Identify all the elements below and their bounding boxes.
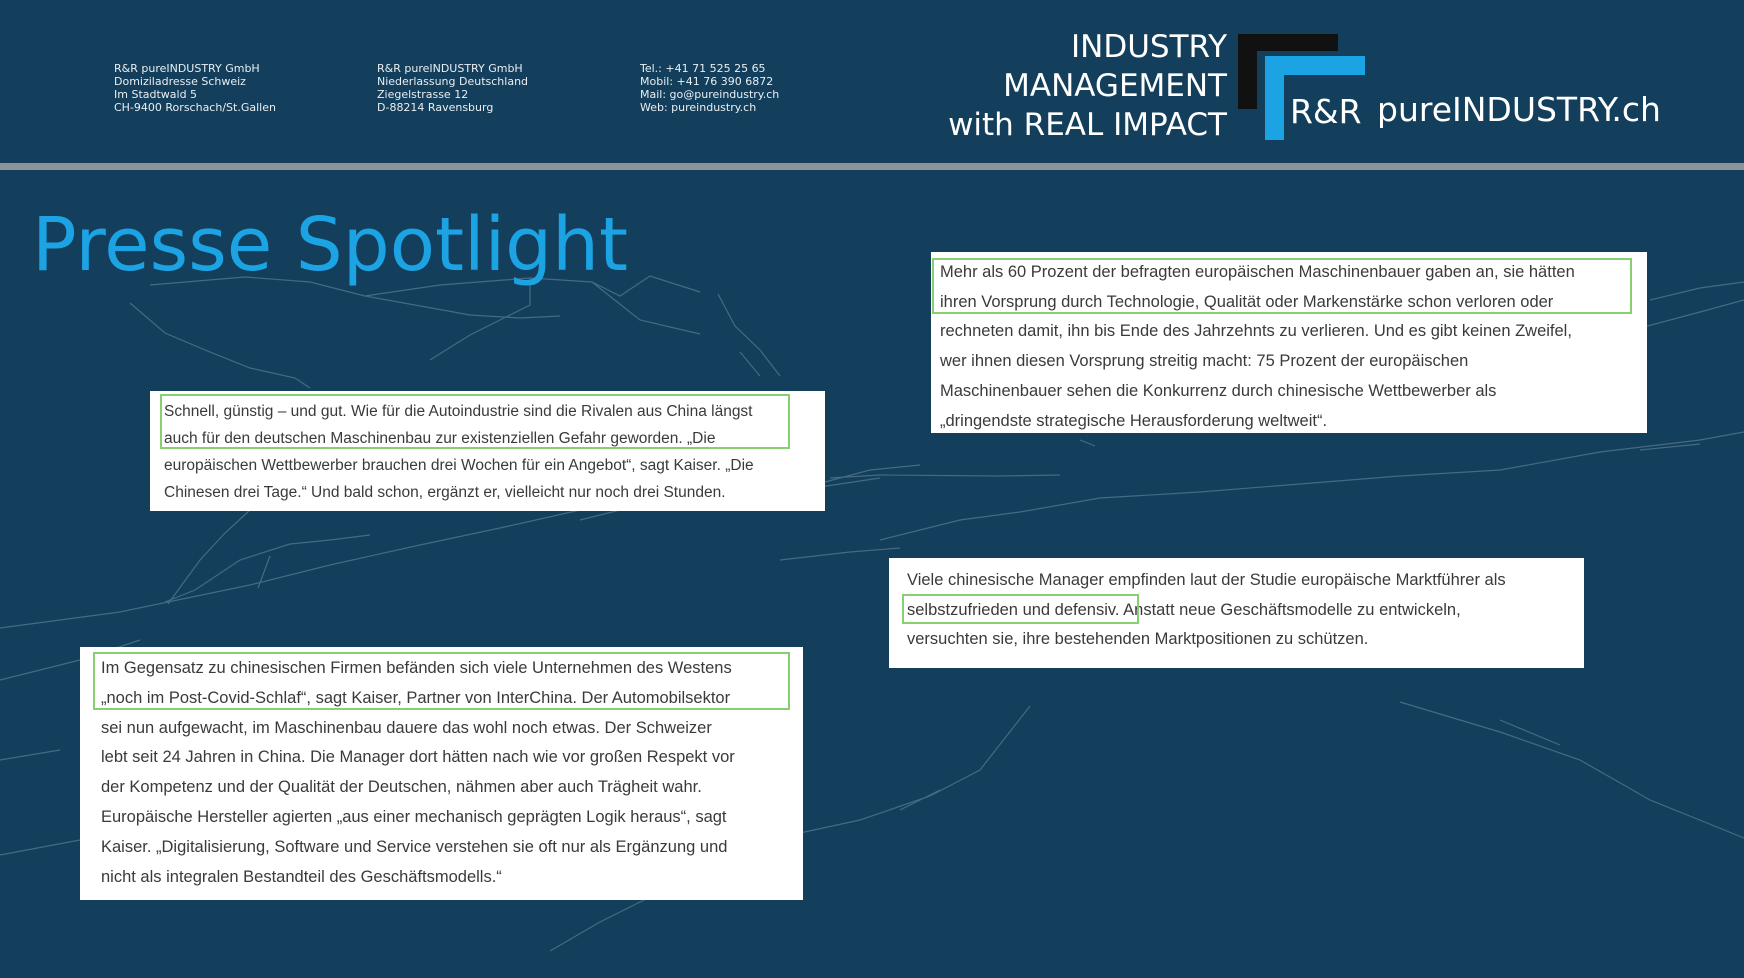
address-block-germany: [377, 62, 528, 114]
highlight-box: [160, 394, 790, 449]
quote-line: der Kompetenz und der Qualität der Deutschen, nähmen aber auch Trägheit wahr.: [101, 778, 702, 797]
rr-logo: [1238, 34, 1365, 140]
quote-line: „dringendste strategische Herausforderung weltweit“.: [940, 411, 1328, 430]
quote-line: Schnell, günstig – und gut. Wie für die Autoindustrie sind die Rivalen aus China längst: [164, 403, 753, 420]
contact-mail: Mail: go@pureindustry.ch: [640, 88, 780, 101]
quote-line: Im Gegensatz zu chinesischen Firmen befänden sich viele Unternehmen des Westens: [101, 659, 732, 677]
press-quote-card: [889, 558, 1584, 668]
quote-line: Maschinenbauer sehen die Konkurrenz durch chinesische Wettbewerber als: [940, 381, 1497, 400]
contact-mobile: Mobil: +41 76 390 6872: [640, 75, 774, 88]
quote-line: Chinesen drei Tage.“ Und bald schon, ergänzt er, vielleicht nur noch drei Stunden.: [164, 484, 726, 501]
quote-line: versuchten sie, ihre bestehenden Marktpositionen zu schützen.: [907, 630, 1369, 649]
address-line: CH-9400 Rorschach/St.Gallen: [114, 101, 276, 114]
tagline-line: MANAGEMENT: [1003, 68, 1227, 104]
contact-block: [640, 62, 779, 114]
quote-line: wer ihnen diesen Vorsprung streitig macht: 75 Prozent der europäischen: [940, 352, 1469, 371]
address-line: Niederlassung Deutschland: [377, 75, 529, 88]
quote-line: Kaiser. „Digitalisierung, Software und Service verstehen sie oft nur als Ergänzung und: [101, 837, 728, 856]
press-quote-card: [150, 391, 825, 511]
quote-line: selbstzufrieden und defensiv. Anstatt neue Geschäftsmodelle zu entwickeln,: [907, 600, 1461, 619]
press-quote-card: [80, 647, 803, 900]
address-line: Ziegelstrasse 12: [377, 88, 469, 101]
quote-line: europäischen Wettbewerber brauchen drei Wochen für ein Angebot“, sagt Kaiser. „Die: [164, 457, 754, 474]
address-line: R&R pureINDUSTRY GmbH: [377, 62, 523, 75]
header: [0, 0, 1744, 163]
address-line: Domiziladresse Schweiz: [114, 75, 246, 88]
highlight-box: [93, 652, 790, 710]
header-divider: [0, 163, 1744, 170]
tagline: [948, 28, 1227, 145]
quote-line: Europäische Hersteller agierten „aus einer mechanisch geprägten Logik heraus“, sagt: [101, 807, 727, 826]
quote-line: nicht als integralen Bestandteil des Geschäftsmodells.“: [101, 867, 502, 886]
logo-text: R&R: [1290, 92, 1362, 131]
address-line: D-88214 Ravensburg: [377, 101, 494, 114]
quote-line: Mehr als 60 Prozent der befragten europäischen Maschinenbauer gaben an, sie hätten: [940, 263, 1575, 281]
quote-line: ihren Vorsprung durch Technologie, Qualität oder Markenstärke schon verloren oder: [940, 292, 1554, 311]
quote-line: auch für den deutschen Maschinenbau zur existenziellen Gefahr geworden. „Die: [164, 430, 716, 447]
tagline-line: INDUSTRY: [1071, 29, 1227, 65]
quote-line: sei nun aufgewacht, im Maschinenbau dauere das wohl noch etwas. Der Schweizer: [101, 718, 712, 737]
site-name[interactable]: pureINDUSTRY.ch: [1377, 90, 1661, 129]
quote-line: „noch im Post-Covid-Schlaf“, sagt Kaiser, Partner von InterChina. Der Automobilsektor: [101, 688, 731, 707]
quote-line: lebt seit 24 Jahren in China. Die Manager dort hätten nach wie vor großen Respekt vor: [101, 748, 735, 767]
page-title: Presse Spotlight: [32, 202, 629, 288]
address-line: R&R pureINDUSTRY GmbH: [114, 62, 260, 75]
tagline-line: with REAL IMPACT: [948, 107, 1227, 143]
contact-phone: Tel.: +41 71 525 25 65: [640, 62, 766, 75]
highlight-box: [902, 594, 1139, 624]
address-line: Im Stadtwald 5: [114, 88, 198, 101]
highlight-box: [932, 258, 1632, 314]
press-quote-card: [931, 252, 1647, 433]
quote-line: Viele chinesische Manager empfinden laut der Studie europäische Marktführer als: [907, 571, 1506, 589]
quote-line: rechneten damit, ihn bis Ende des Jahrzehnts zu verlieren. Und es gibt keinen Zweifel,: [940, 322, 1572, 341]
contact-web: Web: pureindustry.ch: [640, 101, 757, 114]
address-block-switzerland: [114, 62, 276, 114]
